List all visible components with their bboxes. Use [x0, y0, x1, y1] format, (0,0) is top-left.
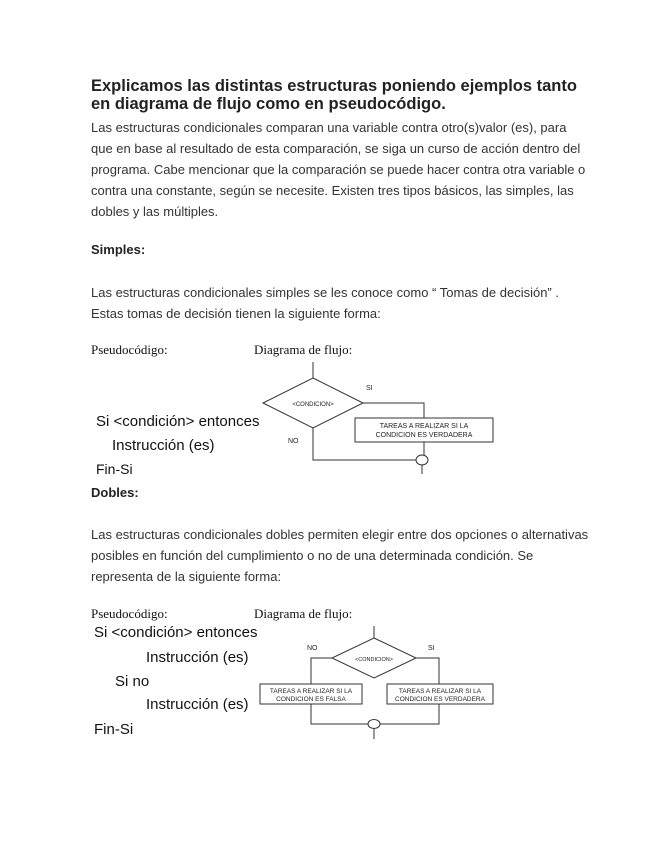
page-title: Explicamos las distintas estructuras poniendo ejemplos tanto en diagrama de flujo como en pseudocódigo.	[91, 77, 577, 113]
dobles-pseudo-line-1: Si <condición> entonces	[94, 624, 258, 641]
dobles-heading: Dobles:	[91, 485, 139, 500]
dobles-yes-label: SI	[428, 645, 435, 652]
dobles-true-merge-path	[380, 704, 439, 724]
dobles-true-task-text-1: TAREAS A REALIZAR SI LA	[398, 688, 482, 695]
dobles-paragraph: Las estructuras condicionales dobles permiten elegir entre dos opciones o alternativas posibles en función del cumplimiento o no de una determinada condición. Se representa de la siguiente forma:	[91, 527, 589, 584]
dobles-no-path	[311, 658, 332, 684]
simples-yes-label: SI	[366, 385, 373, 392]
simples-condition-text: <CONDICION>	[292, 402, 334, 408]
simples-diagram-label: Diagrama de flujo:	[254, 342, 353, 357]
dobles-pseudo-line-2: Instrucción (es)	[146, 649, 249, 666]
dobles-pseudo-label: Pseudocódigo:	[91, 606, 168, 621]
simples-pseudo-line-1: Si <condición> entonces	[96, 413, 260, 430]
dobles-false-task-text-2: CONDICION ES FALSA	[276, 696, 346, 703]
simples-heading: Simples:	[91, 242, 146, 257]
simples-task-text-2: CONDICION ES VERDADERA	[375, 432, 473, 439]
simples-no-label: NO	[288, 438, 299, 445]
dobles-false-merge-path	[311, 704, 368, 724]
intro-paragraph: Las estructuras condicionales comparan una variable contra otro(s)valor (es), para que en base al resultado de esta comparación, se siga un curso de acción dentro del programa. Cabe mencionar que la comparación se puede hacer contra otra variable o contra una constante, según se necesite. Existen tres tipos básicos, las simples, las dobles y las múltiples.	[91, 120, 586, 219]
dobles-pseudo-line-5: Fin-Si	[94, 721, 134, 738]
simples-paragraph: Las estructuras condicionales simples se les conoce como “ Tomas de decisión” . Estas tomas de decisión tienen la siguiente forma:	[91, 285, 559, 321]
dobles-pseudo-line-4: Instrucción (es)	[146, 696, 249, 713]
dobles-pseudo-line-3: Si no	[115, 673, 150, 690]
dobles-no-label: NO	[307, 645, 318, 652]
dobles-condition-text: <CONDICION>	[355, 657, 393, 663]
simples-pseudo-label: Pseudocódigo:	[91, 342, 168, 357]
dobles-true-task-text-2: CONDICION ES VERDADERA	[395, 696, 485, 703]
simples-task-text-1: TAREAS A REALIZAR SI LA	[379, 423, 469, 430]
simples-pseudo-line-3: Fin-Si	[96, 461, 133, 477]
dobles-false-task-text-1: TAREAS A REALIZAR SI LA	[269, 688, 353, 695]
dobles-connector-circle	[368, 720, 380, 729]
dobles-diagram-label: Diagrama de flujo:	[254, 606, 353, 621]
simples-pseudo-line-2: Instrucción (es)	[112, 437, 215, 454]
dobles-yes-path	[416, 658, 439, 684]
